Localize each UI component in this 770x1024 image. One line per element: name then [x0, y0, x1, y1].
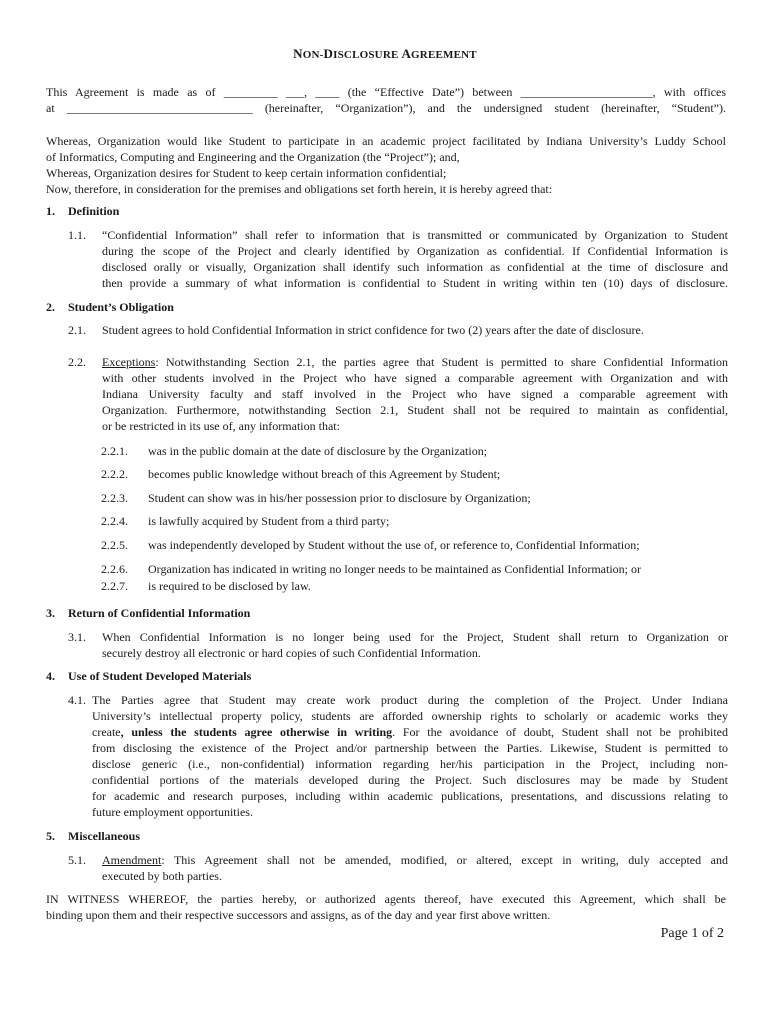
witness-line: IN WITNESS WHEREOF, the parties hereby, or authorized agents thereof, have executed this Agreement, which shall be: [46, 892, 726, 906]
clause-2-1: 2.1. Student agrees to hold Confidential Information in strict confidence for two (2) years after the date of disclosure.: [68, 323, 644, 337]
section-heading: 3. Return of Confidential Information: [46, 606, 251, 620]
clause-5-1: 5.1. Amendment: This Agreement shall not be amended, modified, or altered, except in writing, duly accepted and executed by both parties.: [68, 853, 728, 883]
recital-line: of Informatics, Computing and Engineering and the Organization (the “Project”); and,: [46, 150, 460, 164]
section-heading: 1. Definition: [46, 204, 120, 218]
recital-line: Whereas, Organization desires for Student to keep certain information confidential;: [46, 166, 447, 180]
clause-4-1: 4.1. The Parties agree that Student may create work product during the completion of the Project. Under Indiana University’s intellectual property policy, students are afforded ownership rights to scholarly or academic works they create, unless the students agree otherwise in writing. For the avoidance of doubt, Student shall not be prohibited from disclosing the existence of the Project and/or partnership between the Parties. Likewise, Student is permitted to disclose generic (i.e., non-confidential) information regarding her/his participation in the Project, including non- confidential portions of the materials developed during the Project. Such disclosures may be made by Student for academic and research purposes, including within academic publications, presentations, and discussions relating to future employment opportunities.: [68, 693, 728, 819]
section-heading: 4. Use of Student Developed Materials: [46, 669, 252, 683]
intro-line: This Agreement is made as of _________ ___, ____ (the “Effective Date”) between ______________________, with offices: [46, 85, 726, 99]
recital-line: Whereas, Organization would like Student to participate in an academic project facilitated by Indiana University’s Luddy School: [46, 134, 726, 148]
recital-line: Now, therefore, in consideration for the premises and obligations set forth herein, it is hereby agreed that:: [46, 182, 553, 196]
clause-1-1: 1.1. “Confidential Information” shall refer to information that is transmitted or communicated by Organization to Student during the scope of the Project and clearly identified by Organization as confidential. If Confidential Information is disclosed orally or visually, Organization shall identify such information as confidential at the time of disclosure and then provide a summary of what information is confidential to Student in writing within ten (10) days of disclosure.: [68, 228, 728, 290]
witness-line: binding upon them and their respective successors and assigns, as of the day and year first above written.: [46, 908, 551, 922]
intro-line: at _______________________________ (hereinafter, “Organization”), and the undersigned student (hereinafter, “Student”).: [46, 101, 726, 115]
clause-3-1: 3.1. When Confidential Information is no longer being used for the Project, Student shall return to Organization or securely destroy all electronic or hard copies of such Confidential Information.: [68, 630, 728, 660]
section-heading: 2. Student’s Obligation: [46, 300, 174, 314]
section-heading: 5. Miscellaneous: [46, 829, 140, 843]
document-title: NON-DISCLOSURE AGREEMENT: [293, 46, 477, 61]
clause-2-2: 2.2. Exceptions: Notwithstanding Section 2.1, the parties agree that Student is permitted to share Confidential Information with other students involved in the Project who have signed a comparable agreement with Organization and with Indiana University faculty and staff involved in the Project who have signed a comparable agreement with Organization. Furthermore, notwithstanding Section 2.1, Student shall not be required to maintain as confidential, or be restricted in its use of, any information that:: [68, 355, 728, 433]
page-number: Page 1 of 2: [660, 926, 724, 941]
document-page: NON-DISCLOSURE AGREEMENT This Agreement is made as of _________ ___, ____ (the “Effective Date”) between ______________________, with offices at _______________________________ (hereinafter, “Organization”), and the undersigned student (hereinafter, “Student”). Whereas, Organization would like Student to participate in an academic project facilitated by Indiana University’s Luddy School of Informatics, Computing and Engineering and the Organization (the “Project”); and, Whereas, Organization desires for Student to keep certain information confidential; Now, therefore, in consideration for the premises and obligations set forth herein, it is hereby agreed that: 1. Definition 1.1. “Confidential Information” shall refer to information that is transmitted or communicated by Organization to Student during the scope of the Project and clearly identified by Organization as confidential. If Confidential Information is disclosed orally or visually, Organization shall identify such information as confidential at the time of disclosure and then provide a summary of what information is confidential to Student in writing within ten (10) days of disclosure. 2. Student’s Obligation 2.1. Student agrees to hold Confidential Information in strict confidence for two (2) years after the date of disclosure. 2.2. Exceptions: Notwithstanding Section 2.1, the parties agree that Student is permitted to share Confidential Information with other students involved in the Project who have signed a comparable agreement with Organization and with Indiana University faculty and staff involved in the Project who have signed a comparable agreement with Organization. Furthermore, notwithstanding Section 2.1, Student shall not be required to maintain as confidential, or be restricted in its use of, any information that: 2.2.1. was in the public domain at the date of disclosure by the Organization; 2.2.2. becomes public knowledge without breach of this Agreement by Student; 2.2.3. Student can show was in his/her possession prior to disclosure by Organization; 2.2.4. is lawfully acquired by Student from a third party; 2.2.5. was independently developed by Student without the use of, or reference to, Confidential Information; 2.2.6. Organization has indicated in writing no longer needs to be maintained as Confidential Information; or 2.2.7. is required to be disclosed by law. 3. Return of Confidential Information 3.1. When Confidential Information is no longer being used for the Project, Student shall return to Organization or securely destroy all electronic or hard copies of such Confidential Information. 4. Use of Student Developed Materials 4.1. The Parties agree that Student may create work product during the completion of the Project. Under Indiana University’s intellectual property policy, students are afforded ownership rights to scholarly or academic works they create, unless the students agree otherwise in writing. For the avoidance of doubt, Student shall not be prohibited from disclosing the existence of the Project and/or partnership between the Parties. Likewise, Student is permitted to disclose generic (i.e., non-confidential) information regarding her/his participation in the Project, including non- confidential portions of the materials developed during the Project. Such disclosures may be made by Student for academic and research purposes, including within academic publications, presentations, and discussions relating to future employment opportunities. 5. Miscellaneous 5.1. Amendment: This Agreement shall not be amended, modified, or altered, except in writing, duly accepted and executed by both parties. IN WITNESS WHEREOF, the parties hereby, or authorized agents thereof, have executed this Agreement, which shall be binding upon them and their respective successors and assigns, as of the day and year first above written. Page 1 of 2: [0, 0, 770, 1024]
